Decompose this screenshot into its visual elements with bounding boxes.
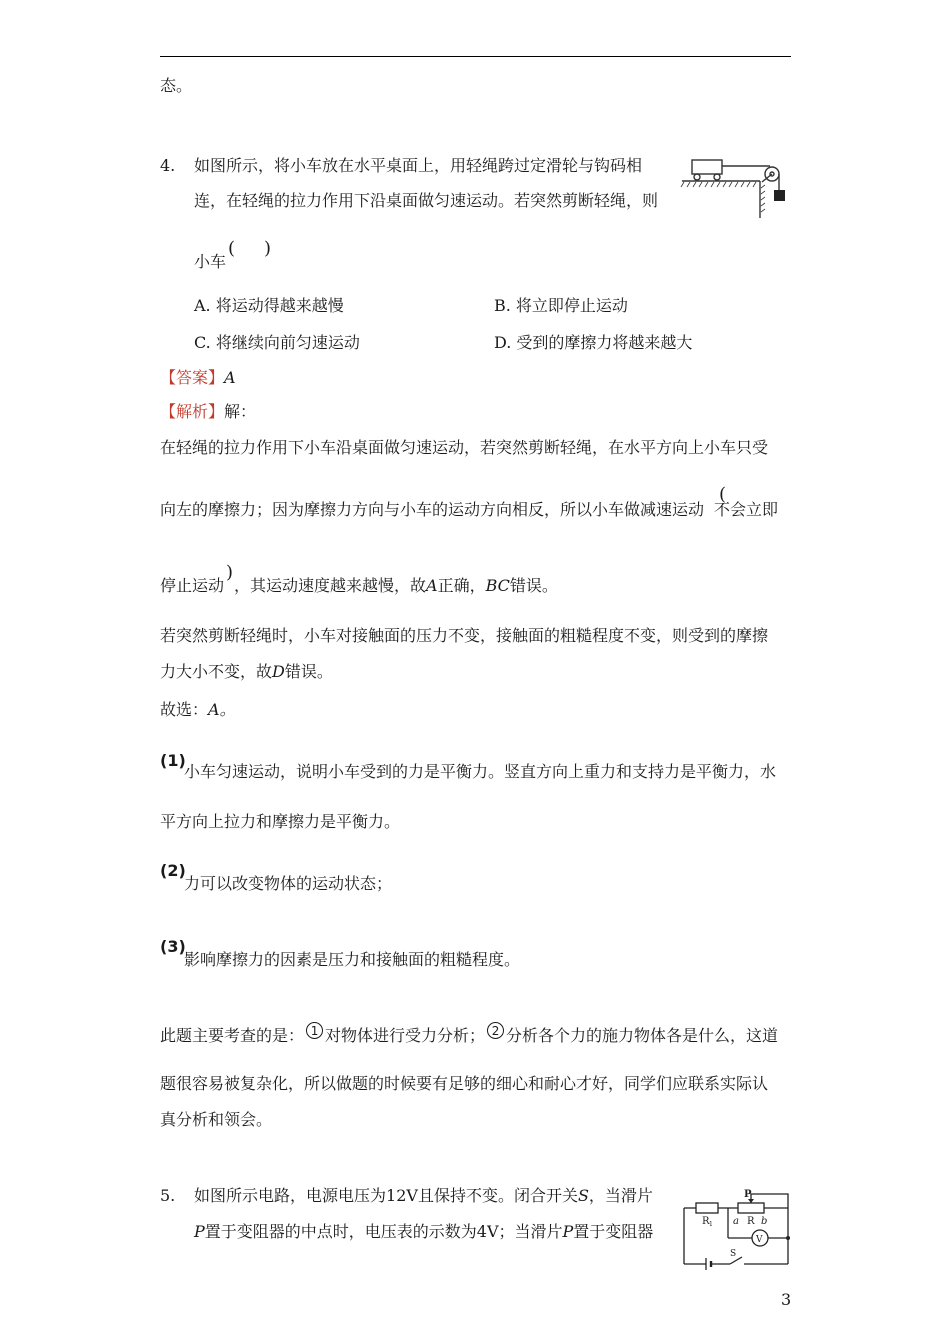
analysis-p2-line2a: 力大小不变，故	[160, 662, 273, 681]
q5-line2d: ；当滑片	[498, 1222, 563, 1241]
junction-dot	[786, 1236, 790, 1240]
label-v: V	[756, 1235, 763, 1245]
label-r1-sub: 1	[709, 1221, 713, 1228]
choose-value: A。	[208, 700, 236, 719]
answer-label: 【答案】	[160, 368, 225, 387]
point-1-line1: 小车匀速运动，说明小车受到的力是平衡力。竖直方向上重力和支持力是平衡力，水	[184, 762, 777, 781]
q4-paren-open: (	[228, 238, 236, 259]
analysis-p2-line2b: D	[272, 662, 285, 681]
analysis-p1-line2b: 不会立即	[714, 500, 779, 519]
summary-c: 分析各个力的施力物体各是什么，这道	[506, 1026, 779, 1045]
q4-stem-line3: 小车	[194, 252, 227, 271]
q4-option-c: C. 将继续向前匀速运动	[194, 333, 360, 352]
q5-line2b: 置于变阻器的中点时，电压表的示数为	[204, 1222, 477, 1241]
point-2-text: 力可以改变物体的运动状态；	[184, 874, 393, 893]
q5-line1a: 如图所示电路，电源电压为	[194, 1186, 387, 1205]
analysis-p1-line2	[160, 500, 778, 520]
choose-row	[160, 700, 236, 720]
cart-pulley-figure	[676, 150, 790, 222]
summary-line2: 题很容易被复杂化，所以做题的时候要有足够的细心和耐心才好，同学们应联系实际认	[160, 1074, 769, 1093]
q5-line2c: 4V	[476, 1222, 499, 1241]
cart-wheel-right	[714, 174, 720, 180]
point-3-text: 影响摩擦力的因素是压力和接触面的粗糙程度。	[184, 950, 521, 969]
analysis-p1-line3e: BC	[485, 576, 510, 595]
q4-option-a: A. 将运动得越来越慢	[194, 296, 344, 315]
q4-stem-line2: 连，在轻绳的拉力作用下沿桌面做匀速运动。若突然剪断轻绳，则	[194, 191, 659, 210]
analysis-label: 【解析】	[160, 402, 225, 421]
hook-weight	[774, 190, 785, 201]
point-3-marker: (3)	[160, 937, 186, 956]
carryover-text: 态。	[160, 76, 193, 95]
label-p: P	[744, 1189, 752, 1200]
point-2-marker: (2)	[160, 861, 186, 880]
cart-wheel-left	[694, 174, 700, 180]
analysis-p1-line3a: 停止运动	[160, 576, 225, 595]
choose-label: 故选：	[160, 700, 209, 719]
analysis-intro: 解：	[224, 402, 257, 421]
resistor-r1	[696, 1203, 718, 1213]
q4-number: 4.	[160, 156, 176, 175]
q5-line1c: 且保持不变。闭合开关	[417, 1186, 578, 1205]
summary-b: 对物体进行受力分析；	[325, 1026, 486, 1045]
analysis-p1-line3f: 错误。	[509, 576, 558, 595]
analysis-p2-line1: 若突然剪断轻绳时，小车对接触面的压力不变，接触面的粗糙程度不变，则受到的摩擦	[160, 626, 769, 645]
q4-option-b: B. 将立即停止运动	[494, 296, 628, 315]
point-1-line2: 平方向上拉力和摩擦力是平衡力。	[160, 812, 401, 831]
q5-line2e: P	[562, 1222, 574, 1241]
rheostat-r	[738, 1203, 764, 1213]
circled-two: 2	[487, 1022, 504, 1039]
label-r1: R	[702, 1216, 710, 1227]
summary-line1	[160, 1022, 778, 1046]
analysis-p1-line2a: 向左的摩擦力；因为摩擦力方向与小车的运动方向相反，所以小车做减速运动	[160, 500, 705, 519]
analysis-p1-line3c: A	[426, 576, 438, 595]
label-s: S	[730, 1249, 737, 1259]
analysis-paren-open: (	[719, 484, 727, 505]
q4-option-d: D. 受到的摩擦力将越来越大	[494, 333, 693, 352]
circled-one: 1	[306, 1022, 323, 1039]
circuit-figure	[678, 1188, 792, 1272]
analysis-p1-line3d: 正确，	[437, 576, 486, 595]
q5-number: 5.	[160, 1186, 176, 1205]
page-number: 3	[781, 1290, 792, 1309]
analysis-p2-line2c: 错误。	[284, 662, 333, 681]
analysis-paren-close: )	[226, 562, 234, 583]
slider-wire	[751, 1194, 788, 1208]
answer-row	[160, 368, 236, 388]
q5-line1d: S	[577, 1186, 589, 1205]
q5-line2a: P	[194, 1222, 205, 1241]
answer-value: A	[224, 368, 236, 387]
label-b: b	[761, 1216, 768, 1227]
summary-line3: 真分析和领会。	[160, 1110, 273, 1129]
q5-stem-line1	[194, 1186, 653, 1206]
label-a: a	[733, 1216, 739, 1227]
analysis-p1-line3	[160, 576, 558, 596]
analysis-row	[160, 402, 256, 422]
q5-line1b: 12V	[386, 1186, 418, 1205]
analysis-p1-line1: 在轻绳的拉力作用下小车沿桌面做匀速运动，若突然剪断轻绳，在水平方向上小车只受	[160, 438, 769, 457]
point-1-marker: (1)	[160, 751, 186, 770]
summary-a: 此题主要考查的是：	[160, 1026, 305, 1045]
q4-paren-close: )	[264, 238, 272, 259]
cart-body	[692, 160, 722, 174]
q5-stem-line2	[194, 1222, 653, 1242]
label-r: R	[747, 1216, 755, 1227]
q5-line1e: ，当滑片	[588, 1186, 653, 1205]
analysis-p2-line2	[160, 662, 333, 682]
header-rule	[160, 56, 791, 57]
q4-stem-line1: 如图所示，将小车放在水平桌面上，用轻绳跨过定滑轮与钩码相	[194, 156, 643, 175]
q5-line2f: 置于变阻器	[573, 1222, 654, 1241]
analysis-p1-line3b: ，其运动速度越来越慢，故	[234, 576, 427, 595]
